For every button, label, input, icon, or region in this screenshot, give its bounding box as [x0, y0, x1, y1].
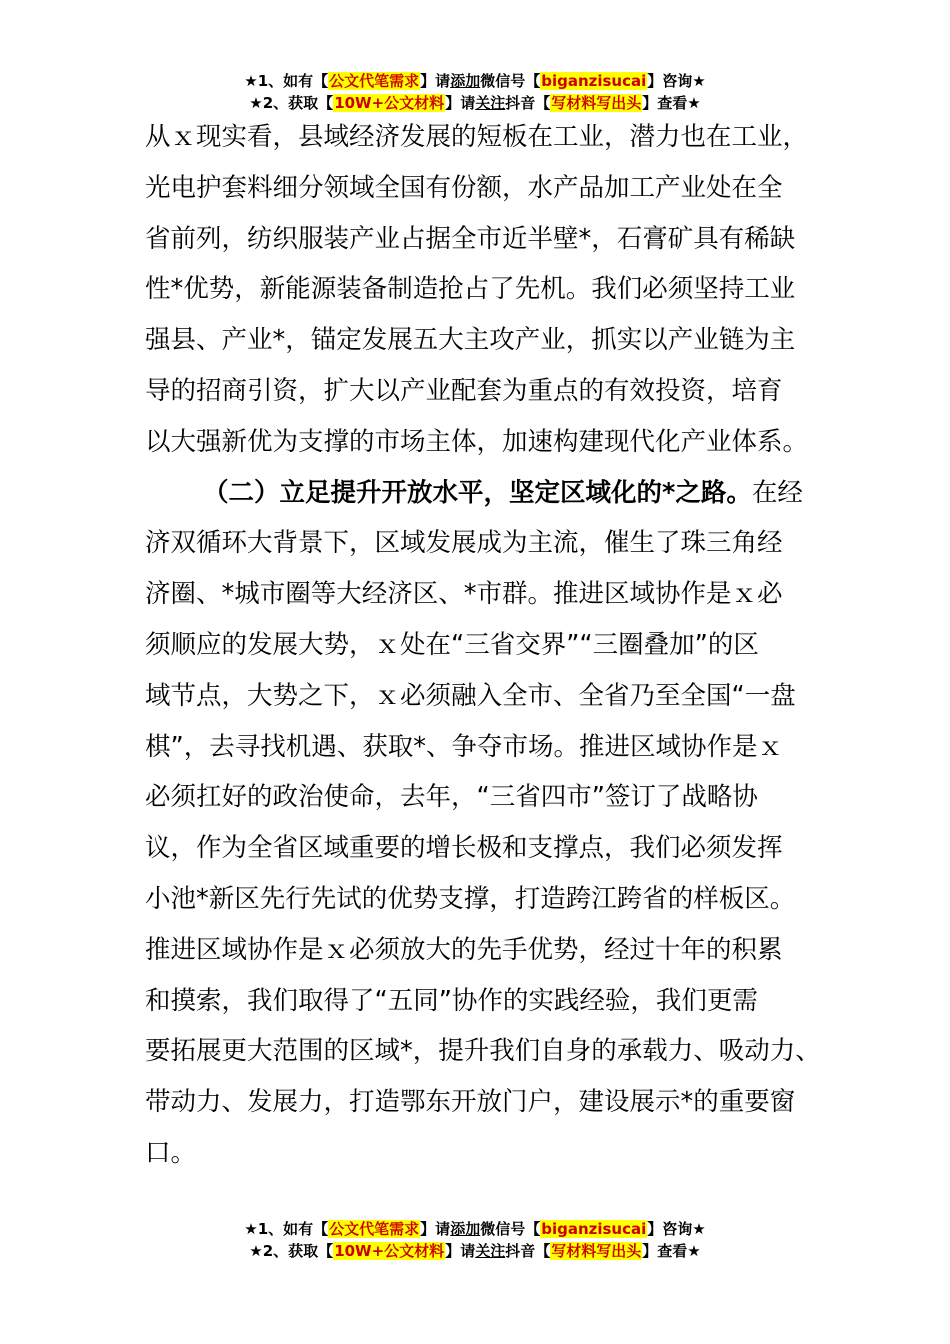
- banner-text: 】请: [445, 94, 476, 112]
- banner-underline: 关注: [475, 94, 506, 112]
- banner-highlight: biganzisucai: [541, 72, 647, 90]
- banner-text: 】请: [445, 1242, 476, 1260]
- section-heading: （二）立足提升开放水平，坚定区域化的*之路。: [203, 477, 752, 508]
- text-line: 推进区域协作是ｘ必须放大的先手优势，经过十年的积累: [145, 934, 783, 965]
- text-line: 济双循环大背景下，区域发展成为主流，催生了珠三角经: [145, 528, 783, 559]
- text-line: 光电护套料细分领域全国有份额，水产品加工产业处在全: [145, 172, 783, 203]
- banner-underline: 关注: [475, 1242, 506, 1260]
- banner-highlight: 公文代笔需求: [329, 1220, 420, 1238]
- text-line: 必须扛好的政治使命，去年，“三省四市”签订了战略协: [145, 782, 758, 813]
- text-line: 小池*新区先行先试的优势支撑，打造跨江跨省的样板区。: [145, 883, 796, 914]
- banner-underline: 添加: [450, 1220, 481, 1238]
- banner-line-1: [0, 1218, 950, 1240]
- text-line: 强县、产业*，锚定发展五大主攻产业，抓实以产业链为主: [145, 325, 796, 356]
- banner-highlight: biganzisucai: [541, 1220, 647, 1238]
- banner-highlight: 10W+公文材料: [334, 1242, 445, 1260]
- banner-line-1: [0, 70, 950, 92]
- banner-text: ★2、获取【: [249, 94, 334, 112]
- header-banner: [0, 70, 950, 114]
- text-line: 域节点，大势之下，ｘ必须融入全市、全省乃至全国“一盘: [145, 680, 796, 711]
- banner-line-2: [0, 92, 950, 114]
- text-line: 要拓展更大范围的区域*，提升我们自身的承载力、吸动力、: [145, 1036, 821, 1067]
- text-line: 以大强新优为支撑的市场主体，加速构建现代化产业体系。: [145, 426, 809, 457]
- banner-text: 】咨询★: [647, 72, 706, 90]
- text-segment: 在经: [751, 477, 803, 508]
- banner-text: 抖音【: [505, 94, 551, 112]
- banner-text: 】请: [420, 72, 451, 90]
- text-line: 须顺应的发展大势，ｘ处在“三省交界”“三圈叠加”的区: [145, 629, 759, 660]
- text-line: 导的招商引资，扩大以产业配套为重点的有效投资，培育: [145, 375, 783, 406]
- banner-line-2: [0, 1240, 950, 1262]
- text-line: 和摸索，我们取得了“五同”协作的实践经验，我们更需: [145, 985, 758, 1016]
- banner-highlight: 公文代笔需求: [329, 72, 420, 90]
- text-line: 济圈、*城市圈等大经济区、*市群。推进区域协作是ｘ必: [145, 579, 783, 610]
- text-line: 从ｘ现实看，县域经济发展的短板在工业，潜力也在工业，: [145, 122, 809, 152]
- banner-text: 】查看★: [642, 94, 701, 112]
- banner-highlight: 写材料写出头: [551, 94, 642, 112]
- footer-banner: [0, 1218, 950, 1262]
- text-line: 性*优势，新能源装备制造抢占了先机。我们必须坚持工业: [145, 274, 796, 305]
- banner-highlight: 10W+公文材料: [334, 94, 445, 112]
- banner-text: 抖音【: [505, 1242, 551, 1260]
- banner-highlight: 写材料写出头: [551, 1242, 642, 1260]
- text-line: 带动力、发展力，打造鄂东开放门户，建设展示*的重要窗: [145, 1087, 796, 1118]
- text-line: 口。: [145, 1137, 197, 1168]
- banner-text: ★2、获取【: [249, 1242, 334, 1260]
- banner-text: 微信号【: [480, 72, 541, 90]
- banner-text: 】咨询★: [647, 1220, 706, 1238]
- section-heading-line: [145, 468, 815, 519]
- banner-text: ★1、如有【: [244, 1220, 329, 1238]
- text-line: 棋”，去寻找机遇、获取*、争夺市场。推进区域协作是ｘ: [145, 731, 783, 762]
- banner-text: 微信号【: [480, 1220, 541, 1238]
- banner-text: ★1、如有【: [244, 72, 329, 90]
- text-line: 议，作为全省区域重要的增长极和支撑点，我们必须发挥: [145, 833, 783, 864]
- banner-text: 】查看★: [642, 1242, 701, 1260]
- text-line: 省前列，纺织服装产业占据全市近半壁*，石膏矿具有稀缺: [145, 223, 796, 254]
- banner-text: 】请: [420, 1220, 451, 1238]
- banner-underline: 添加: [450, 72, 481, 90]
- document-body: [145, 112, 821, 1179]
